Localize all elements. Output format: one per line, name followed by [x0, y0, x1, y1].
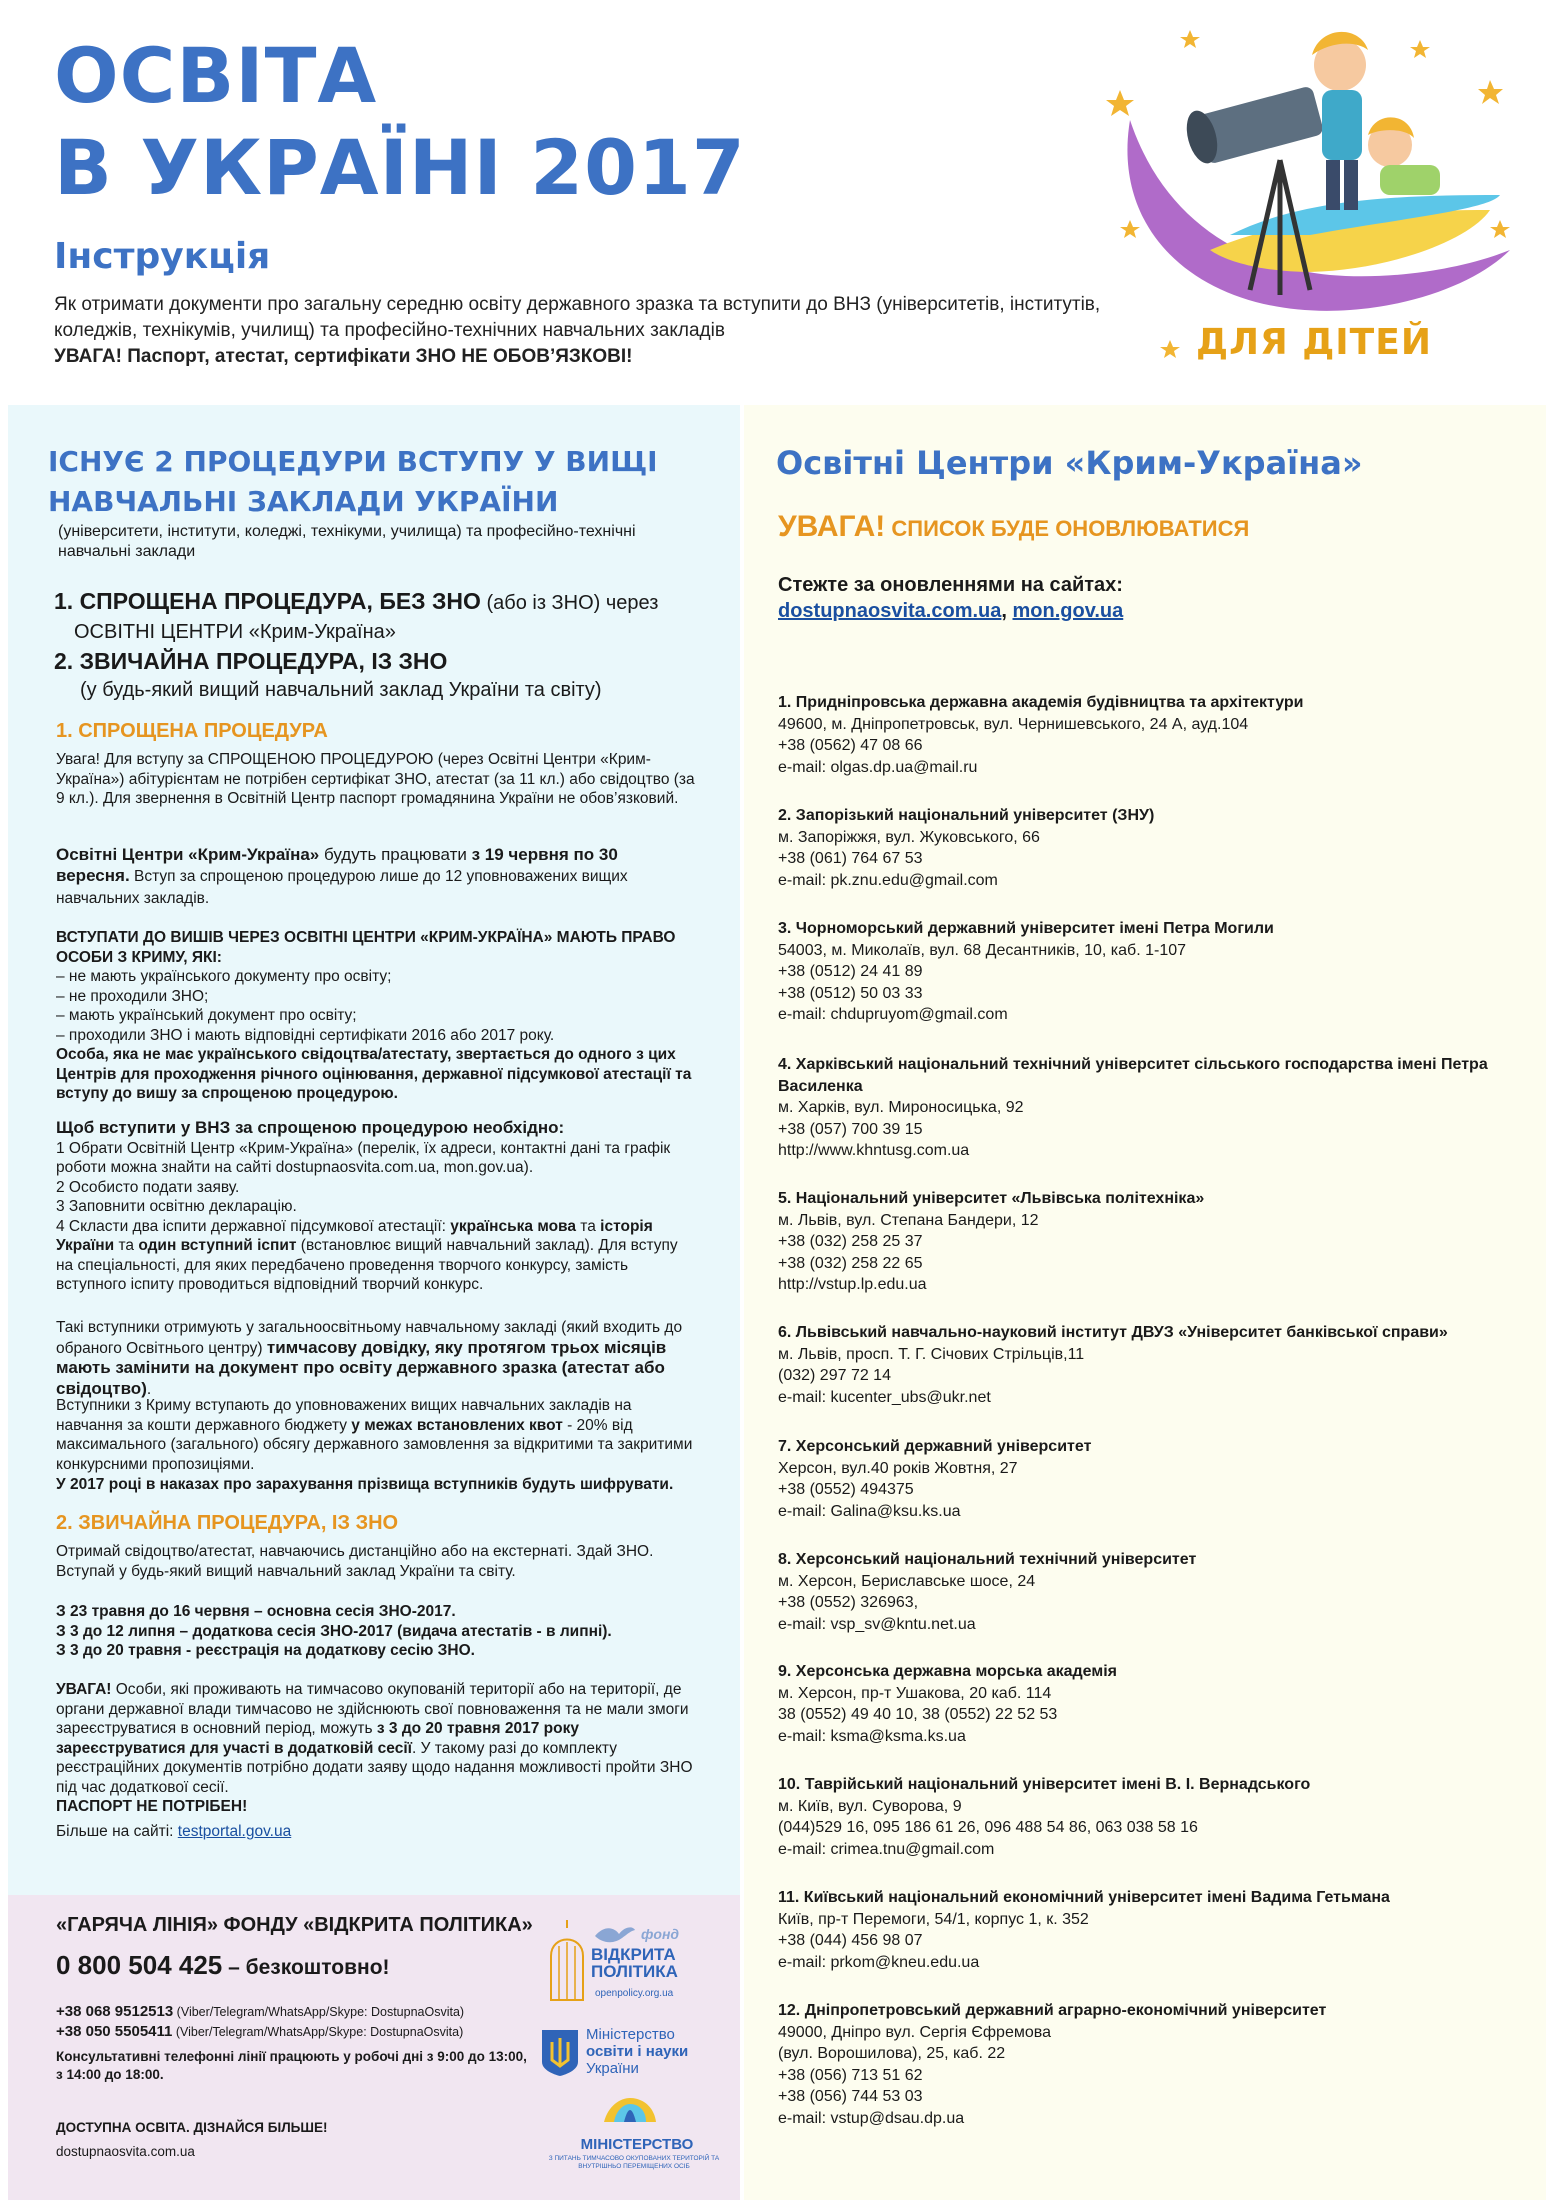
step-4-text-4: (встановлює вищий навчальний заклад). Для вступу на спеціальності, для яких передбачено проведення творчого конкурсу, замість вступного іспиту проводиться відповідний творчий конкурс.	[56, 1237, 678, 1293]
bird-icon	[593, 1922, 637, 1946]
ministry-occupied-title: МІНІСТЕРСТВО	[580, 2136, 694, 2153]
ministry-education-name	[586, 2026, 688, 2077]
university-detail: +38 (032) 258 25 37	[778, 1233, 923, 1250]
university-contact-link[interactable]: http://www.khntusg.com.ua	[778, 1142, 970, 1159]
steps-title: Щоб вступити у ВНЗ за спрощеною процедурою необхідно:	[56, 1118, 565, 1137]
ministry-line-3: України	[586, 2060, 639, 2077]
university-detail: м. Харків, вул. Мироносицька, 92	[778, 1099, 1024, 1116]
birdcage-icon	[545, 1916, 589, 2006]
university-contact-link[interactable]: e-mail: crimea.tnu@gmail.com	[778, 1840, 995, 1858]
hotline-messengers	[56, 2002, 536, 2042]
zno-date: З 23 травня до 16 червня – основна сесія ЗНО-2017.	[56, 1603, 456, 1620]
trident-icon	[540, 2028, 580, 2078]
warning-text: СПИСОК БУДЕ ОНОВЛЮВАТИСЯ	[885, 516, 1250, 541]
procedure-1-centers: ОСВІТНІ ЦЕНТРИ «Крим-Україна»	[74, 621, 396, 643]
section-1-para-1: Увага! Для вступу за СПРОЩЕНОЮ ПРОЦЕДУРОЮ (через Освітні Центри «Крим-Україна») абітурієнтам не потрібен сертифікат ЗНО, атестат (за 11 кл.) або свідоцтво (за 9 кл.). Для звернення в Освітній Центр паспорт громадянина України не обов’язковий.	[56, 751, 695, 807]
centers-dates: з 19 червня по 30 вересня.	[56, 845, 618, 885]
map-emblem-icon	[600, 2092, 660, 2136]
section-2-dates	[56, 1602, 696, 1661]
university-detail: Херсон, вул.40 років Жовтня, 27	[778, 1459, 1018, 1477]
university-entry	[778, 1322, 1518, 1408]
university-detail: +38 (0512) 24 41 89	[778, 963, 923, 980]
para-6-text-2: - 20% від максимального (загального) обсягу державного замовлення за відкритими та закритими конкурсними пропозиціями.	[56, 1416, 693, 1473]
step-item	[56, 1217, 696, 1295]
warning-text-2: . У такому разі до комплекту реєстраційних документів потрібно додати заяву щодо надання можливості пройти ЗНО під час додаткової сесії.	[56, 1739, 693, 1796]
hotline-hours: Консультативні телефонні лінії працюють у робочі дні з 9:00 до 13:00, з 14:00 до 18:00.	[56, 2049, 527, 2082]
university-detail: +38 (0562) 47 08 66	[778, 737, 923, 754]
university-detail: +38 (057) 700 39 15	[778, 1120, 923, 1138]
step-item: 3 Заповнити освітню декларацію.	[56, 1198, 297, 1215]
university-name: 11. Київський національний економічний університет імені Вадима Гетьмана	[778, 1889, 1390, 1906]
para-5-text-2: .	[146, 1380, 152, 1398]
open-policy-name-1: ВІДКРИТА	[591, 1945, 676, 1964]
intro-warning: УВАГА! Паспорт, атестат, сертифікати ЗНО НЕ ОБОВ’ЯЗКОВІ!	[54, 346, 633, 367]
university-detail: 54003, м. Миколаїв, вул. 68 Десантників, 10, каб. 1-107	[778, 941, 1187, 959]
university-detail: +38 (061) 764 67 53	[778, 850, 923, 867]
footer-slogan: ДОСТУПНА ОСВІТА. ДІЗНАЙСЯ БІЛЬШЕ!	[56, 2120, 328, 2135]
university-detail: +38 (0512) 50 03 33	[778, 984, 923, 1002]
university-contact-link[interactable]: e-mail: pk.znu.edu@gmail.com	[778, 871, 998, 889]
university-detail: +38 (0552) 326963,	[778, 1594, 919, 1611]
university-detail: м. Херсон, пр-т Ушакова, 20 каб. 114	[778, 1684, 1052, 1702]
section-2-more	[56, 1822, 696, 1842]
section-1-para-6	[56, 1396, 696, 1474]
warning-label: УВАГА!	[56, 1681, 112, 1698]
section-2-title: 2. ЗВИЧАЙНА ПРОЦЕДУРА, ІЗ ЗНО	[56, 1512, 399, 1534]
eligibility-note: Особа, яка не має українського свідоцтва/атестату, звертається до одного з цих Центрів для проходження річного оцінювання, державної підсумкової атестації та вступу до вишу за спрощеною процедурою.	[56, 1046, 692, 1102]
university-detail: Київ, пр-т Перемоги, 54/1, корпус 1, к. 352	[778, 1910, 1089, 1928]
for-kids-label: ДЛЯ ДІТЕЙ	[1196, 322, 1432, 363]
step-4-exam: один вступний іспит	[138, 1237, 297, 1254]
university-detail: м. Київ, вул. Суворова, 9	[778, 1797, 962, 1815]
eligibility-item: – мають український документ про освіту;	[56, 1007, 357, 1024]
hotline-title: «ГАРЯЧА ЛІНІЯ» ФОНДУ «ВІДКРИТА ПОЛІТИКА»	[56, 1914, 533, 1936]
university-detail: (032) 297 72 14	[778, 1367, 891, 1384]
step-4-history: історія України	[56, 1217, 653, 1254]
messenger-note-2: (Viber/Telegram/WhatsApp/Skype: DostupnaOsvita)	[172, 2025, 464, 2039]
university-detail: 49600, м. Дніпропетровськ, вул. Чернишевського, 24 А, ауд.104	[778, 715, 1249, 733]
passport-note: ПАСПОРТ НЕ ПОТРІБЕН!	[56, 1798, 248, 1815]
warning-dates: з 3 до 20 травня 2017 року зареєструватися для участі в додатковій сесії	[56, 1720, 579, 1757]
university-name: 1. Придніпровська державна академія будівництва та архітектури	[778, 694, 1304, 711]
university-entry	[778, 2000, 1518, 2129]
eligibility-title: ВСТУПАТИ ДО ВИШІВ ЧЕРЕЗ ОСВІТНІ ЦЕНТРИ «КРИМ-УКРАЇНА» МАЮТЬ ПРАВО ОСОБИ З КРИМУ, ЯКІ:	[56, 929, 676, 966]
page-subtitle: Інструкція	[54, 236, 271, 277]
university-name: 12. Дніпропетровський державний аграрно-економічний університет	[778, 2002, 1327, 2019]
messenger-phone-2[interactable]: +38 050 5505411	[56, 2023, 173, 2040]
para-2-text-1: будуть працювати	[319, 845, 472, 864]
hotline-number[interactable]: 0 800 504 425	[56, 1950, 223, 1980]
university-contact-link[interactable]: e-mail: ksma@ksma.ks.ua	[778, 1727, 966, 1745]
title-line-2: В УКРАЇНІ 2017	[54, 123, 746, 212]
section-1-title: 1. СПРОЩЕНА ПРОЦЕДУРА	[56, 720, 328, 742]
warning-word: УВАГА!	[778, 510, 886, 543]
university-entry	[778, 1549, 1518, 1635]
testportal-link[interactable]: testportal.gov.ua	[177, 1823, 292, 1840]
university-contact-link[interactable]: e-mail: vstup@dsau.dp.ua	[778, 2109, 965, 2127]
zno-date: З 3 до 12 липня – додаткова сесія ЗНО-2017 (видача атестатів - в липні).	[56, 1622, 612, 1640]
university-entry	[778, 1188, 1518, 1296]
university-entry	[778, 692, 1518, 778]
eligibility-item: – не мають українського документу про освіту;	[56, 968, 392, 985]
step-4-text-1: 4 Скласти два іспити державної підсумкової атестації:	[56, 1217, 451, 1235]
university-name: 10. Таврійський національний університет імені В. І. Вернадського	[778, 1776, 1311, 1793]
section-1-para-2	[56, 844, 696, 909]
university-name: 9. Херсонська державна морська академія	[778, 1663, 1117, 1680]
procedure-2-summary	[54, 648, 714, 704]
section-1-para-7: У 2017 році в наказах про зарахування прізвища вступників будуть шифрувати.	[56, 1476, 674, 1493]
hotline-phone	[56, 1950, 390, 1981]
university-entry	[778, 1887, 1518, 1973]
intro-description: Як отримати документи про загальну середню освіту державного зразка та вступити до ВНЗ (університетів, інститутів, коледжів, технікумів, училищ) та професійно-технічних навчальних закладів	[54, 294, 1101, 341]
open-policy-logo	[545, 1910, 695, 2010]
ministry-occupied-territories-logo	[540, 2092, 720, 2192]
dostupnaosvita-link[interactable]: dostupnaosvita.com.ua	[778, 600, 1002, 622]
university-detail: м. Запоріжжя, вул. Жуковського, 66	[778, 828, 1040, 846]
section-1-para-4	[56, 1118, 696, 1295]
university-detail: (044)529 16, 095 186 61 26, 096 488 54 86, 063 038 58 16	[778, 1819, 1198, 1836]
ministry-education-logo	[536, 2026, 736, 2082]
open-policy-fond: фонд	[641, 1926, 680, 1942]
university-entry	[778, 1774, 1518, 1860]
step-4-text-2: та	[576, 1217, 601, 1235]
procedure-1-note: (або із ЗНО) через	[480, 592, 659, 614]
university-detail: (вул. Ворошилова), 25, каб. 22	[778, 2045, 1006, 2062]
procedures-heading: ІСНУЄ 2 ПРОЦЕДУРИ ВСТУПУ У ВИЩІ НАВЧАЛЬНІ ЗАКЛАДИ УКРАЇНИ	[48, 445, 658, 518]
university-detail: +38 (044) 456 98 07	[778, 1932, 923, 1949]
eligibility-item: – не проходили ЗНО;	[56, 987, 209, 1005]
hotline-free: – безкоштовно!	[222, 1956, 390, 1979]
messenger-phone-1[interactable]: +38 068 9512513	[56, 2003, 174, 2020]
procedure-1-label: 1. СПРОЩЕНА ПРОЦЕДУРА, БЕЗ ЗНО	[54, 588, 481, 614]
university-entry	[778, 1054, 1518, 1162]
open-policy-url: openpolicy.org.ua	[595, 1988, 674, 1999]
university-detail: +38 (056) 744 53 03	[778, 2088, 923, 2105]
centers-name: Освітні Центри «Крим-Україна»	[56, 845, 320, 864]
university-contact-link[interactable]: e-mail: prkom@kneu.edu.ua	[778, 1953, 980, 1971]
page-title	[54, 30, 746, 214]
education-centers-heading: Освітні Центри «Крим-Україна»	[776, 444, 1363, 482]
header	[0, 0, 1554, 400]
university-contact-link[interactable]: e-mail: kucenter_ubs@ukr.net	[778, 1388, 991, 1406]
university-contact-link[interactable]: e-mail: vsp_sv@kntu.net.ua	[778, 1615, 976, 1633]
ministry-occupied-subtitle: З ПИТАНЬ ТИМЧАСОВО ОКУПОВАНИХ ТЕРИТОРІЙ ТА ВНУТРІШНЬО ПЕРЕМІЩЕНИХ ОСІБ	[548, 2155, 720, 2170]
ministry-line-1: Міністерство	[586, 2026, 675, 2043]
step-item: 2 Особисто подати заяву.	[56, 1178, 240, 1196]
procedure-1-summary	[54, 588, 714, 646]
university-detail: +38 (056) 713 51 62	[778, 2066, 923, 2084]
follow-updates	[778, 572, 1123, 624]
open-policy-name	[591, 1946, 678, 1980]
university-entry	[778, 918, 1518, 1026]
procedures-heading-sub: (університети, інститути, коледжі, технікуми, училища) та професійно-технічні навчальні заклади	[58, 523, 636, 560]
para-6-text-1: Вступники з Криму вступають до уповноважених вищих навчальних закладів на навчання за кошти державного бюджету	[56, 1397, 632, 1434]
university-contact-link[interactable]: e-mail: olgas.dp.ua@mail.ru	[778, 758, 978, 776]
university-detail: 38 (0552) 49 40 10, 38 (0552) 22 52 53	[778, 1706, 1058, 1723]
open-policy-name-2: ПОЛІТИКА	[591, 1962, 678, 1981]
university-entry	[778, 805, 1518, 891]
links-separator: ,	[1001, 600, 1013, 622]
hotline-footer	[56, 2116, 327, 2164]
mon-link[interactable]: mon.gov.ua	[1012, 600, 1124, 622]
university-name: 8. Херсонський національний технічний університет	[778, 1551, 1197, 1568]
university-detail: м. Львів, вул. Степана Бандери, 12	[778, 1211, 1039, 1229]
university-contact-link[interactable]: e-mail: Galina@ksu.ks.ua	[778, 1502, 961, 1520]
university-name: 7. Херсонський державний університет	[778, 1438, 1092, 1455]
para-5-text-1: Такі вступники отримують у загальноосвітньому навчальному закладі (який входить до обраного Освітнього центру)	[56, 1319, 683, 1357]
title-line-1: ОСВІТА	[54, 31, 378, 120]
university-contact-link[interactable]: http://vstup.lp.edu.ua	[778, 1276, 927, 1293]
footer-site-link[interactable]: dostupnaosvita.com.ua	[56, 2144, 195, 2159]
follow-label: Стежте за оновленнями на сайтах:	[778, 574, 1123, 596]
section-1-para-5	[56, 1318, 696, 1399]
more-label: Більше на сайті:	[56, 1823, 178, 1840]
university-detail: м. Львів, просп. Т. Г. Січових Стрільців,11	[778, 1345, 1085, 1363]
university-detail: м. Херсон, Бериславське шосе, 24	[778, 1572, 1036, 1590]
temporary-certificate-note: тимчасову довідку, яку протягом трьох місяців мають замінити на документ про освіту державного зразка (атестат або свідоцтво)	[56, 1337, 667, 1398]
university-detail: +38 (032) 258 22 65	[778, 1254, 923, 1272]
procedure-2-label: 2. ЗВИЧАЙНА ПРОЦЕДУРА, ІЗ ЗНО	[54, 648, 448, 674]
university-name: 2. Запорізький національний університет (ЗНУ)	[778, 807, 1155, 824]
step-4-ukrainian: українська мова	[450, 1217, 576, 1235]
university-contact-link[interactable]: e-mail: chdupruyom@gmail.com	[778, 1006, 1008, 1023]
procedure-2-note: (у будь-який вищий навчальний заклад України та світу)	[80, 679, 602, 701]
step-4-text-3: та	[114, 1237, 139, 1254]
university-name: 4. Харківський національний технічний університет сільського господарства імені Петра Василенка	[778, 1056, 1488, 1095]
step-item: 1 Обрати Освітній Центр «Крим-Україна» (перелік, їх адреси, контактні дані та графік роботи можна знайти на сайті dostupnaosvita.com.ua, mon.gov.ua).	[56, 1139, 671, 1176]
para-2-text-2: Вступ за спрощеною процедурою лише до 12 уповноважених вищих навчальних закладів.	[56, 868, 628, 907]
warning-text-1: Особи, які проживають на тимчасово окупованій території або на території, де органи державної влади тимчасово не здійснюють свої повноваження та не мали змоги зареєструватися в основний період, можуть	[56, 1681, 689, 1737]
quota-note: у межах встановлених квот	[351, 1416, 563, 1434]
university-name: 5. Національний університет «Львівська політехніка»	[778, 1190, 1205, 1207]
university-entry	[778, 1436, 1518, 1522]
zno-date: З 3 до 20 травня - реєстрація на додаткову сесію ЗНО.	[56, 1642, 475, 1659]
list-update-warning	[778, 510, 1249, 544]
ministry-line-2: освіти і науки	[586, 2043, 689, 2060]
section-2-para-1: Отримай свідоцтво/атестат, навчаючись дистанційно або на екстернаті. Здай ЗНО. Вступай у будь-який вищий навчальний заклад України та світу.	[56, 1543, 654, 1580]
section-2-warning	[56, 1680, 696, 1817]
section-1-para-3	[56, 928, 696, 1104]
messenger-note-1: (Viber/Telegram/WhatsApp/Skype: DostupnaOsvita)	[173, 2005, 465, 2019]
university-detail: +38 (0552) 494375	[778, 1481, 914, 1498]
university-name: 6. Львівський навчально-науковий інститут ДВУЗ «Університет банківської справи»	[778, 1324, 1448, 1341]
university-detail: 49000, Дніпро вул. Сергія Єфремова	[778, 2023, 1051, 2041]
university-entry	[778, 1661, 1518, 1747]
eligibility-item: – проходили ЗНО і мають відповідні сертифікати 2016 або 2017 року.	[56, 1026, 555, 1044]
university-name: 3. Чорноморський державний університет імені Петра Могили	[778, 920, 1274, 937]
intro-text	[54, 292, 1114, 370]
